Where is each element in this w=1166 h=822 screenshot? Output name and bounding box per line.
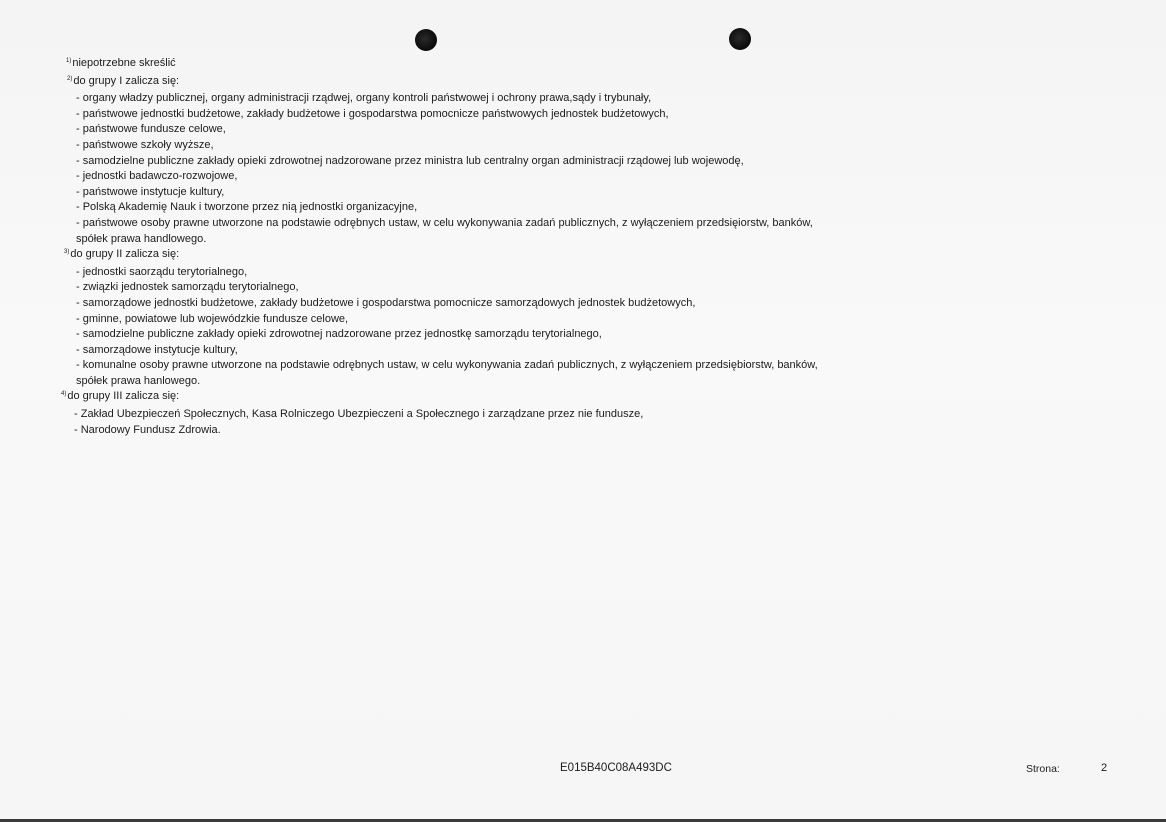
footnote-text: do grupy III zalicza się: xyxy=(67,390,180,403)
footnote-3 xyxy=(64,247,966,265)
list-item: - państwowe instytucje kultury, xyxy=(76,185,225,198)
footnote-4 xyxy=(61,389,966,407)
footnotes-section xyxy=(61,56,966,438)
footnote-marker: 2) xyxy=(67,75,73,82)
page-label: Strona: xyxy=(1026,763,1060,775)
list-item: - Zakład Ubezpieczeń Społecznych, Kasa Rolniczego Ubezpieczeni a Społecznego i zarządzane przez nie fundusze, xyxy=(74,408,644,421)
list-item-continuation: spółek prawa handlowego. xyxy=(76,232,207,245)
footnote-marker: 1) xyxy=(66,58,72,64)
footnote-2 xyxy=(66,74,966,92)
list-item: - samodzielne publiczne zakłady opieki zdrowotnej nadzorowane przez ministra lub centralny organ administracji rządowej lub wojewodę, xyxy=(76,154,744,167)
footnote-4-list xyxy=(66,407,966,438)
footnote-text: niepotrzebne skreślić xyxy=(72,57,176,69)
list-item: - jednostki badawczo-rozwojowe, xyxy=(76,170,238,183)
footnote-text: do grupy II zalicza się: xyxy=(70,248,180,261)
footnote-marker: 3) xyxy=(64,249,70,256)
footnote-3-list xyxy=(66,265,966,390)
list-item: - samorządowe jednostki budżetowe, zakłady budżetowe i gospodarstwa pomocnicze samorządowych jednostek budżetowych, xyxy=(76,296,696,309)
punch-hole-left xyxy=(415,29,437,51)
footnote-text: do grupy I zalicza się: xyxy=(73,74,180,87)
list-item: - samodzielne publiczne zakłady opieki zdrowotnej nadzorowane przez jednostkę samorządu terytorialnego, xyxy=(76,328,602,341)
page-number: 2 xyxy=(1101,762,1108,774)
list-item: - związki jednostek samorządu terytorialnego, xyxy=(76,281,299,294)
list-item: - państwowe jednostki budżetowe, zakłady budżetowe i gospodarstwa pomocnicze państwowych jednostek budżetowych, xyxy=(76,107,669,120)
list-item-continuation: spółek prawa hanlowego. xyxy=(76,374,201,387)
punch-hole-right xyxy=(729,28,751,50)
footnote-1 xyxy=(66,56,966,74)
list-item: - państwowe fundusze celowe, xyxy=(76,123,226,136)
list-item: - państwowe szkoły wyższe, xyxy=(76,138,214,151)
list-item: - Narodowy Fundusz Zdrowia. xyxy=(74,423,221,436)
footnote-marker: 4) xyxy=(61,391,67,398)
list-item: - gminne, powiatowe lub wojewódzkie fundusze celowe, xyxy=(76,312,349,325)
list-item: - Polską Akademię Nauk i tworzone przez nią jednostki organizacyjne, xyxy=(76,201,418,214)
list-item: - samorządowe instytucje kultury, xyxy=(76,343,238,356)
list-item: - jednostki saorządu terytorialnego, xyxy=(76,265,248,278)
footnote-2-list xyxy=(66,91,966,247)
list-item: - organy władzy publicznej, organy administracji rządwej, organy kontroli państwowej i ochrony prawa,sądy i trybunały, xyxy=(76,92,652,105)
list-item: - państwowe osoby prawne utworzone na podstawie odrębnych ustaw, w celu wykonywania zadań publicznych, z wyłączeniem przedsięiorstw, banków, xyxy=(76,216,813,229)
list-item: - komunalne osoby prawne utworzone na podstawie odrębnych ustaw, w celu wykonywania zadań publicznych, z wyłączeniem przedsiębiorstw, banków, xyxy=(76,359,818,372)
document-id: E015B40C08A493DC xyxy=(560,762,672,774)
